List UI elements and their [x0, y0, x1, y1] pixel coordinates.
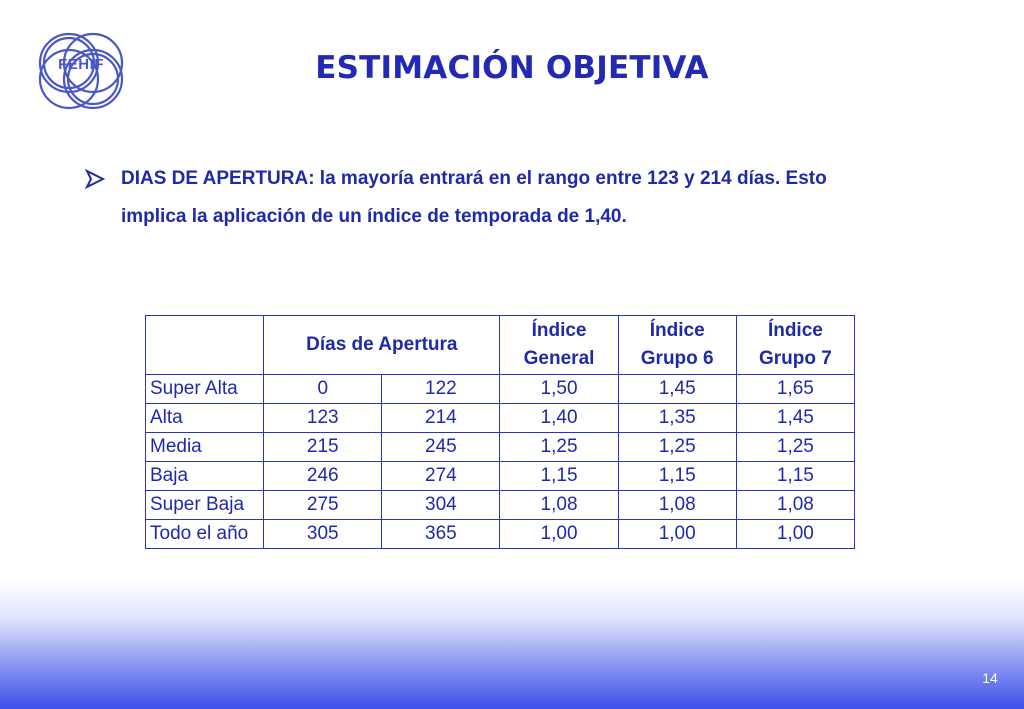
header-dias-apertura: Días de Apertura	[264, 316, 500, 375]
table-header-row	[146, 316, 855, 375]
index-g6-cell: 1,08	[618, 491, 736, 520]
index-g6-cell: 1,35	[618, 404, 736, 433]
arrow-bullet-icon	[84, 168, 106, 190]
row-label: Todo el año	[146, 520, 264, 549]
bullet-point	[84, 160, 914, 236]
header-indice-grupo7	[736, 316, 854, 375]
days-to-cell: 365	[382, 520, 500, 549]
days-to-cell: 274	[382, 462, 500, 491]
header-general-line1: Índice	[531, 320, 587, 341]
index-g6-cell: 1,25	[618, 433, 736, 462]
days-to-cell: 245	[382, 433, 500, 462]
days-to-cell: 304	[382, 491, 500, 520]
bullet-text	[121, 160, 914, 236]
index-general-cell: 1,25	[500, 433, 618, 462]
header-g6-line1: Índice	[649, 320, 705, 341]
index-g6-cell: 1,45	[618, 375, 736, 404]
header-empty-cell	[146, 316, 264, 375]
index-g6-cell: 1,15	[618, 462, 736, 491]
header-indice-general	[500, 316, 618, 375]
header-g7-line2: Grupo 7	[758, 348, 832, 369]
index-g6-cell: 1,00	[618, 520, 736, 549]
index-general-cell: 1,15	[500, 462, 618, 491]
days-to-cell: 214	[382, 404, 500, 433]
bullet-line-2: implica la aplicación de un índice de temporada de 1,40.	[121, 206, 627, 227]
table-row	[146, 462, 855, 491]
index-g7-cell: 1,00	[736, 520, 854, 549]
header-general-line2: General	[523, 348, 595, 369]
header-g6-line2: Grupo 6	[640, 348, 714, 369]
page-number: 14	[982, 670, 998, 686]
index-g7-cell: 1,45	[736, 404, 854, 433]
table-row	[146, 491, 855, 520]
page-title: ESTIMACIÓN OBJETIVA	[315, 50, 709, 86]
days-from-cell: 215	[264, 433, 382, 462]
row-label: Baja	[146, 462, 264, 491]
header-indice-grupo6	[618, 316, 736, 375]
table-row	[146, 520, 855, 549]
bottom-gradient-band	[0, 580, 1024, 709]
row-label: Alta	[146, 404, 264, 433]
row-label: Media	[146, 433, 264, 462]
logo-text: FEHIF	[58, 56, 104, 73]
days-from-cell: 123	[264, 404, 382, 433]
index-g7-cell: 1,65	[736, 375, 854, 404]
days-from-cell: 0	[264, 375, 382, 404]
days-to-cell: 122	[382, 375, 500, 404]
index-general-cell: 1,50	[500, 375, 618, 404]
days-from-cell: 246	[264, 462, 382, 491]
table-row	[146, 404, 855, 433]
index-g7-cell: 1,15	[736, 462, 854, 491]
days-from-cell: 275	[264, 491, 382, 520]
index-g7-cell: 1,25	[736, 433, 854, 462]
index-g7-cell: 1,08	[736, 491, 854, 520]
row-label: Super Baja	[146, 491, 264, 520]
index-general-cell: 1,40	[500, 404, 618, 433]
bullet-line-1: DIAS DE APERTURA: la mayoría entrará en el rango entre 123 y 214 días. Esto	[121, 168, 827, 189]
header-g7-line1: Índice	[767, 320, 823, 341]
index-general-cell: 1,08	[500, 491, 618, 520]
days-from-cell: 305	[264, 520, 382, 549]
row-label: Super Alta	[146, 375, 264, 404]
table-row	[146, 433, 855, 462]
season-index-table	[145, 315, 855, 549]
table-row	[146, 375, 855, 404]
index-general-cell: 1,00	[500, 520, 618, 549]
